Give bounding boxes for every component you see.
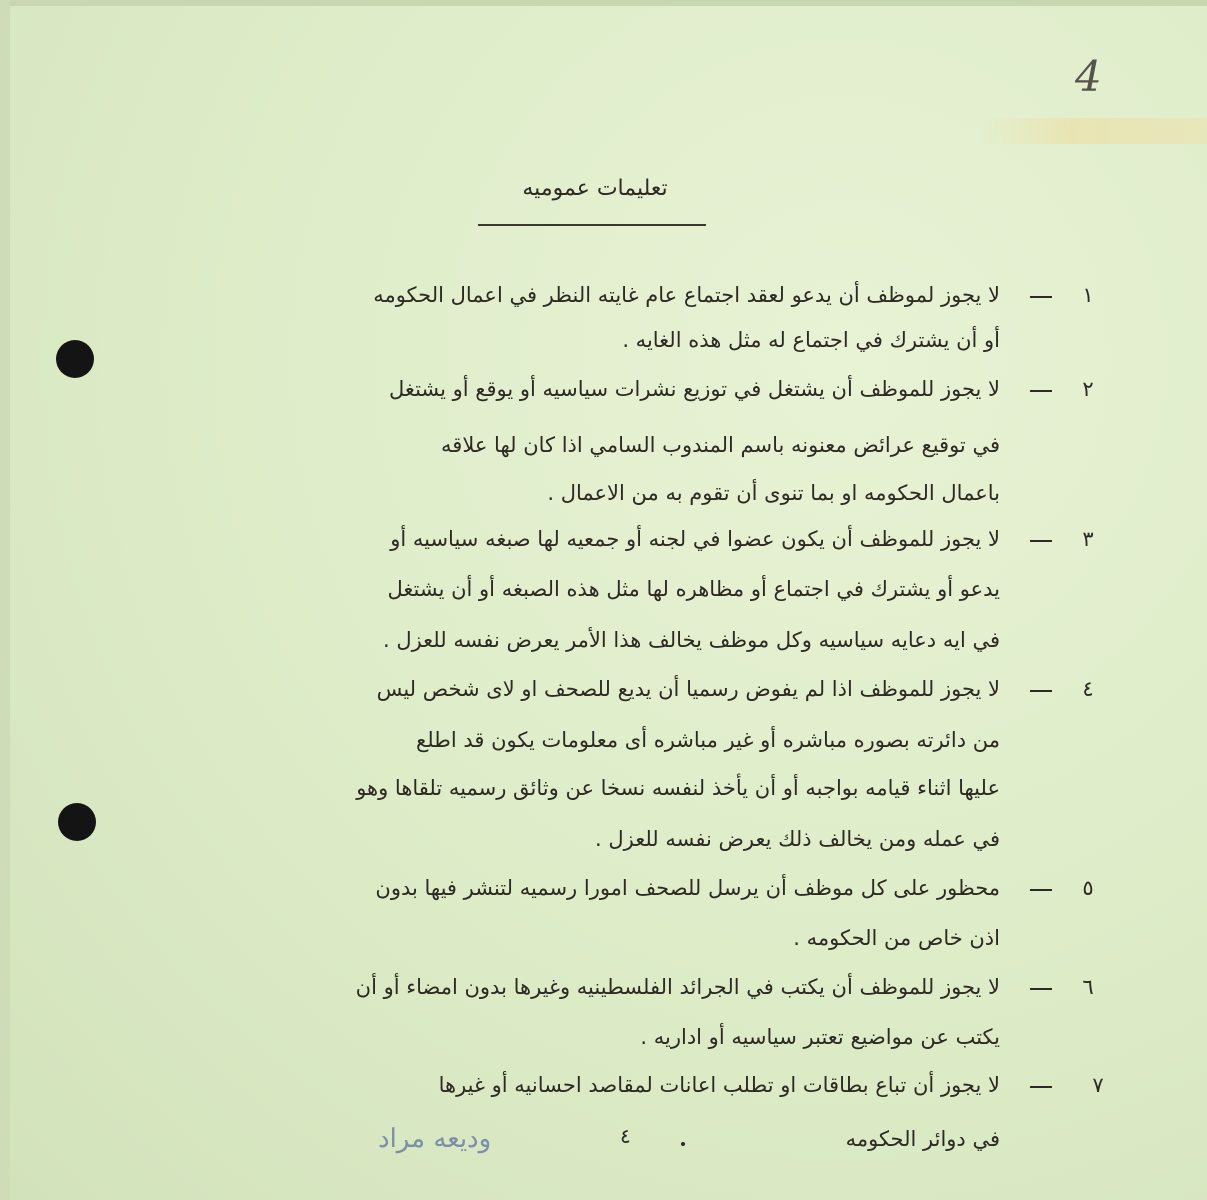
title-underline (478, 224, 706, 226)
item-line: اذن خاص من الحكومه . (793, 926, 1000, 950)
punch-hole-top (56, 340, 94, 378)
handwritten-page-number: 4 (1075, 52, 1102, 101)
paper-edge-top (0, 0, 1207, 6)
footer-dot (681, 1142, 685, 1146)
item-line: في ايه دعايه سياسيه وكل موظف يخالف هذا الأمر يعرض نفسه للعزل . (382, 628, 1000, 652)
item-dash (1030, 889, 1052, 891)
item-dash (1030, 390, 1052, 392)
item-dash (1030, 1086, 1052, 1088)
paper-stain (980, 118, 1207, 144)
punch-hole-bottom (58, 803, 96, 841)
footer-page-number: ٤ (620, 1124, 631, 1148)
item-line: لا يجوز أن تباع بطاقات او تطلب اعانات لمقاصد احسانيه أو غيرها (438, 1073, 1000, 1097)
item-dash (1030, 540, 1052, 542)
item-number: ١ (1082, 283, 1094, 307)
item-line: لا يجوز للموظف أن يكتب في الجرائد الفلسطينيه وغيرها بدون امضاء أو أن (355, 975, 1000, 999)
item-line: في دوائر الحكومه (845, 1127, 1000, 1151)
item-dash (1030, 988, 1052, 990)
item-line: لا يجوز للموظف اذا لم يفوض رسميا أن يديع للصحف او لاى شخص ليس (376, 677, 1000, 701)
item-number: ٣ (1082, 527, 1094, 551)
item-line: لا يجوز للموظف أن يشتغل في توزيع نشرات سياسيه أو يوقع أو يشتغل (389, 377, 1000, 401)
item-line: يكتب عن مواضيع تعتبر سياسيه أو اداريه . (640, 1025, 1000, 1049)
handwritten-signature: وديعه مراد (378, 1124, 492, 1154)
item-number: ٥ (1082, 876, 1094, 900)
item-line: باعمال الحكومه او بما تنوى أن تقوم به من الاعمال . (547, 481, 1000, 505)
item-number: ٤ (1082, 677, 1094, 701)
item-line: لا يجوز لموظف أن يدعو لعقد اجتماع عام غايته النظر في اعمال الحكومه (373, 283, 1000, 307)
item-line: من دائرته بصوره مباشره أو غير مباشره أى معلومات يكون قد اطلع (416, 728, 1000, 752)
item-number: ٦ (1082, 975, 1094, 999)
item-line: يدعو أو يشترك في اجتماع أو مظاهره لها مثل هذه الصبغه أو أن يشتغل (387, 577, 1000, 601)
item-dash (1030, 296, 1052, 298)
page-title: تعليمات عموميه (522, 176, 668, 201)
item-line: في عمله ومن يخالف ذلك يعرض نفسه للعزل . (595, 827, 1000, 851)
item-line: محظور على كل موظف أن يرسل للصحف امورا رسميه لتنشر فيها بدون (375, 876, 1000, 900)
item-number: ٧ (1092, 1073, 1104, 1097)
paper-edge-left (0, 0, 10, 1200)
item-line: في توقيع عرائض معنونه باسم المندوب السامي اذا كان لها علاقه (441, 433, 1000, 457)
item-number: ٢ (1082, 377, 1094, 401)
item-line: لا يجوز للموظف أن يكون عضوا في لجنه أو جمعيه لها صبغه سياسيه أو (390, 527, 1000, 551)
item-line: عليها اثناء قيامه بواجبه أو أن يأخذ لنفسه نسخا عن وثائق رسميه تلقاها وهو (356, 776, 1000, 800)
item-line: أو أن يشترك في اجتماع له مثل هذه الغايه . (622, 328, 1000, 352)
item-dash (1030, 690, 1052, 692)
